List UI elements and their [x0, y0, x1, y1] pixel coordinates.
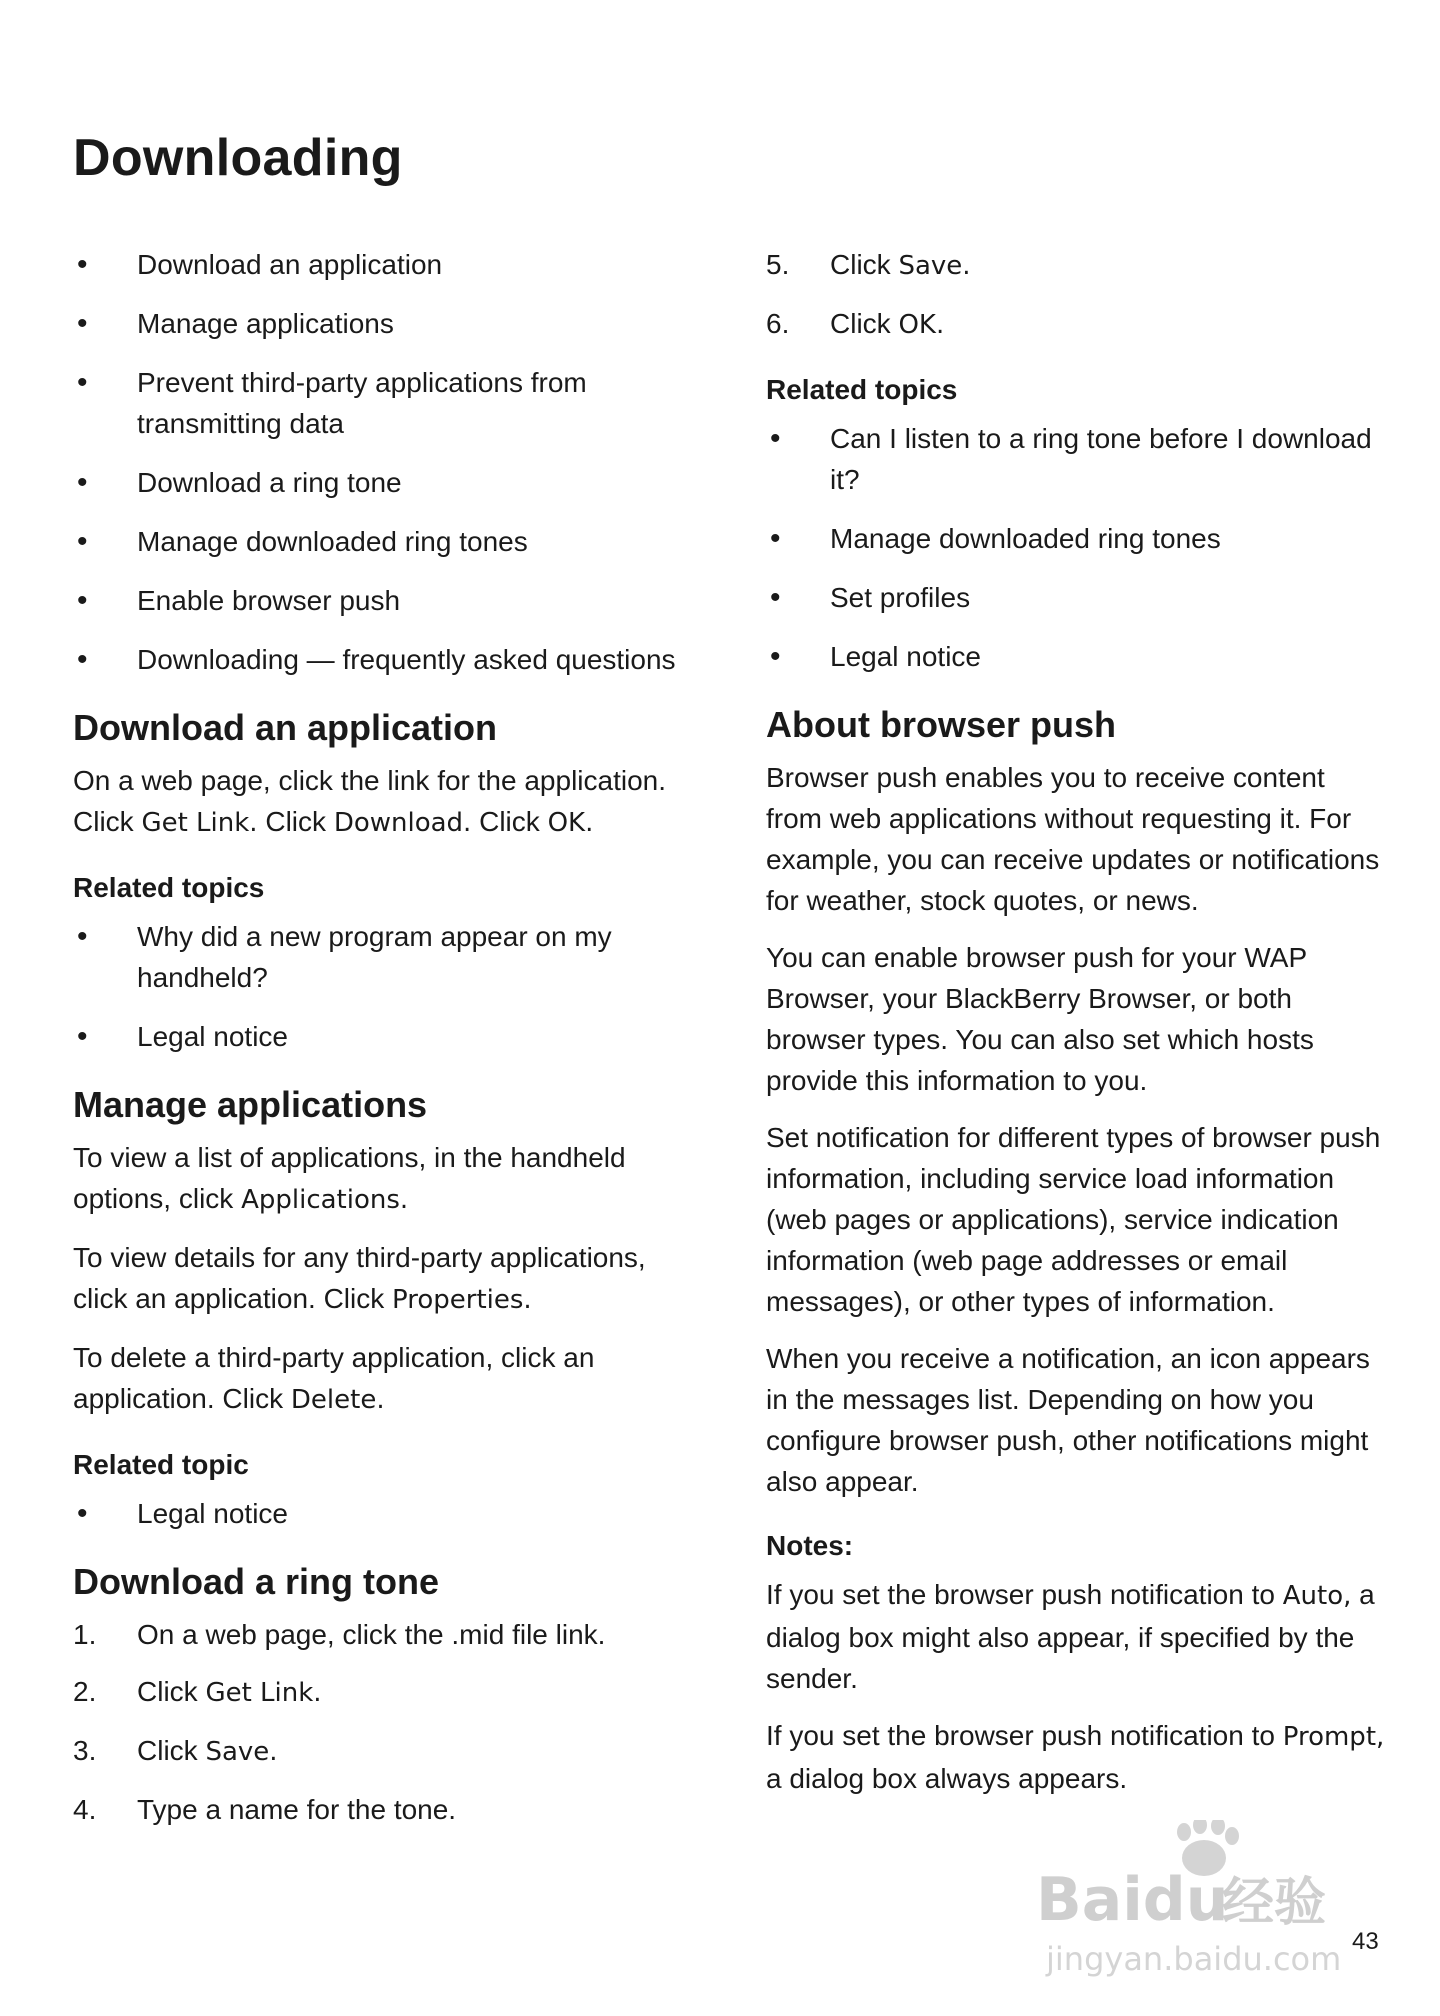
bullet-icon: • — [770, 522, 781, 555]
right-column — [766, 244, 1386, 1815]
toc-list — [73, 244, 693, 680]
toc-item[interactable]: • Manage downloaded ring tones — [73, 521, 693, 562]
paragraph: Set notification for different types of browser push information, including service load information (web pages or applications), service indication information (web page addresses or email messages), or other types of information. — [766, 1122, 1381, 1317]
left-column — [73, 244, 693, 1846]
toc-item[interactable]: • Downloading — frequently asked questions — [73, 639, 693, 680]
watermark-cn: 经验 — [1222, 1873, 1327, 1933]
related-link[interactable]: • Can I listen to a ring tone before I download it? — [766, 418, 1386, 500]
bullet-icon: • — [77, 525, 88, 558]
paragraph: To delete a third-party application, click an application. Click Delete. — [73, 1342, 595, 1415]
steps-list-continued — [766, 244, 1386, 346]
notes-heading: Notes: — [766, 1530, 854, 1561]
section-about-browser-push — [766, 701, 1386, 1799]
paragraph: You can enable browser push for your WAP Browser, your BlackBerry Browser, or both browser types. You can also set which hosts provide this information to you. — [766, 942, 1314, 1096]
bullet-icon: • — [770, 640, 781, 673]
section-manage-applications — [73, 1081, 693, 1534]
related-link[interactable]: • Legal notice — [73, 1493, 693, 1534]
related-list — [73, 916, 693, 1057]
bullet-icon: • — [77, 248, 88, 281]
note: If you set the browser push notification to Auto, a dialog box might also appear, if specified by the sender. — [766, 1579, 1375, 1694]
paragraph: To view details for any third-party applications, click an application. Click Properties. — [73, 1242, 646, 1315]
related-topics-heading: Related topics — [766, 374, 958, 405]
step: 5. Click Save. — [766, 249, 971, 281]
paragraph: When you receive a notification, an icon appears in the messages list. Depending on how you configure browser push, other notifications might also appear. — [766, 1343, 1370, 1497]
toc-item[interactable]: • Download an application — [73, 244, 693, 285]
bullet-icon: • — [77, 466, 88, 499]
toc-item[interactable]: • Prevent third-party applications from transmitting data — [73, 362, 693, 444]
bullet-icon: • — [77, 1497, 88, 1530]
bullet-icon: • — [77, 366, 88, 399]
bullet-icon: • — [77, 307, 88, 340]
paragraph: Browser push enables you to receive content from web applications without requesting it. For example, you can receive updates or notifications for weather, stock quotes, or news. — [766, 762, 1380, 916]
related-link[interactable]: • Manage downloaded ring tones — [766, 518, 1386, 559]
bullet-icon: • — [77, 920, 88, 953]
section-heading: Manage applications — [73, 1084, 428, 1125]
related-link[interactable]: • Why did a new program appear on my handheld? — [73, 916, 693, 998]
watermark-brand: Baidu — [1036, 1865, 1229, 1935]
related-topics-heading: Related topics — [73, 872, 265, 903]
section-download-ring-tone — [73, 1558, 693, 1830]
step: 4. Type a name for the tone. — [73, 1794, 457, 1825]
steps-list — [73, 1614, 693, 1830]
step: 3. Click Save. — [73, 1735, 278, 1767]
step: 6. Click OK. — [766, 308, 945, 340]
related-list — [73, 1493, 693, 1534]
page-title: Downloading — [73, 129, 403, 187]
related-link[interactable]: • Legal notice — [766, 636, 1386, 677]
bullet-icon: • — [77, 1020, 88, 1053]
related-link[interactable]: • Legal notice — [73, 1016, 693, 1057]
related-topic-heading: Related topic — [73, 1449, 249, 1480]
paragraph: To view a list of applications, in the handheld options, click Applications. — [73, 1142, 626, 1215]
bullet-icon: • — [770, 422, 781, 455]
section-download-application — [73, 704, 693, 1057]
toc-item[interactable]: • Enable browser push — [73, 580, 693, 621]
toc-item[interactable]: • Manage applications — [73, 303, 693, 344]
bullet-icon: • — [77, 643, 88, 676]
section-heading: Download an application — [73, 707, 498, 748]
step: 2. Click Get Link. — [73, 1676, 322, 1708]
bullet-icon: • — [77, 584, 88, 617]
related-link[interactable]: • Set profiles — [766, 577, 1386, 618]
toc-item[interactable]: • Download a ring tone — [73, 462, 693, 503]
section-heading: Download a ring tone — [73, 1561, 439, 1602]
step: 1. On a web page, click the .mid file link. — [73, 1619, 606, 1650]
section-heading: About browser push — [766, 704, 1116, 745]
watermark-url: jingyan.baidu.com — [1046, 1940, 1342, 1978]
baidu-watermark — [1036, 1820, 1376, 2000]
bullet-icon: • — [770, 581, 781, 614]
paragraph: On a web page, click the link for the application. Click Get Link. Click Download. Click OK. — [73, 765, 667, 838]
note: If you set the browser push notification to Prompt, a dialog box always appears. — [766, 1720, 1385, 1794]
related-list — [766, 418, 1386, 677]
page-number: 43 — [1352, 1928, 1379, 1955]
